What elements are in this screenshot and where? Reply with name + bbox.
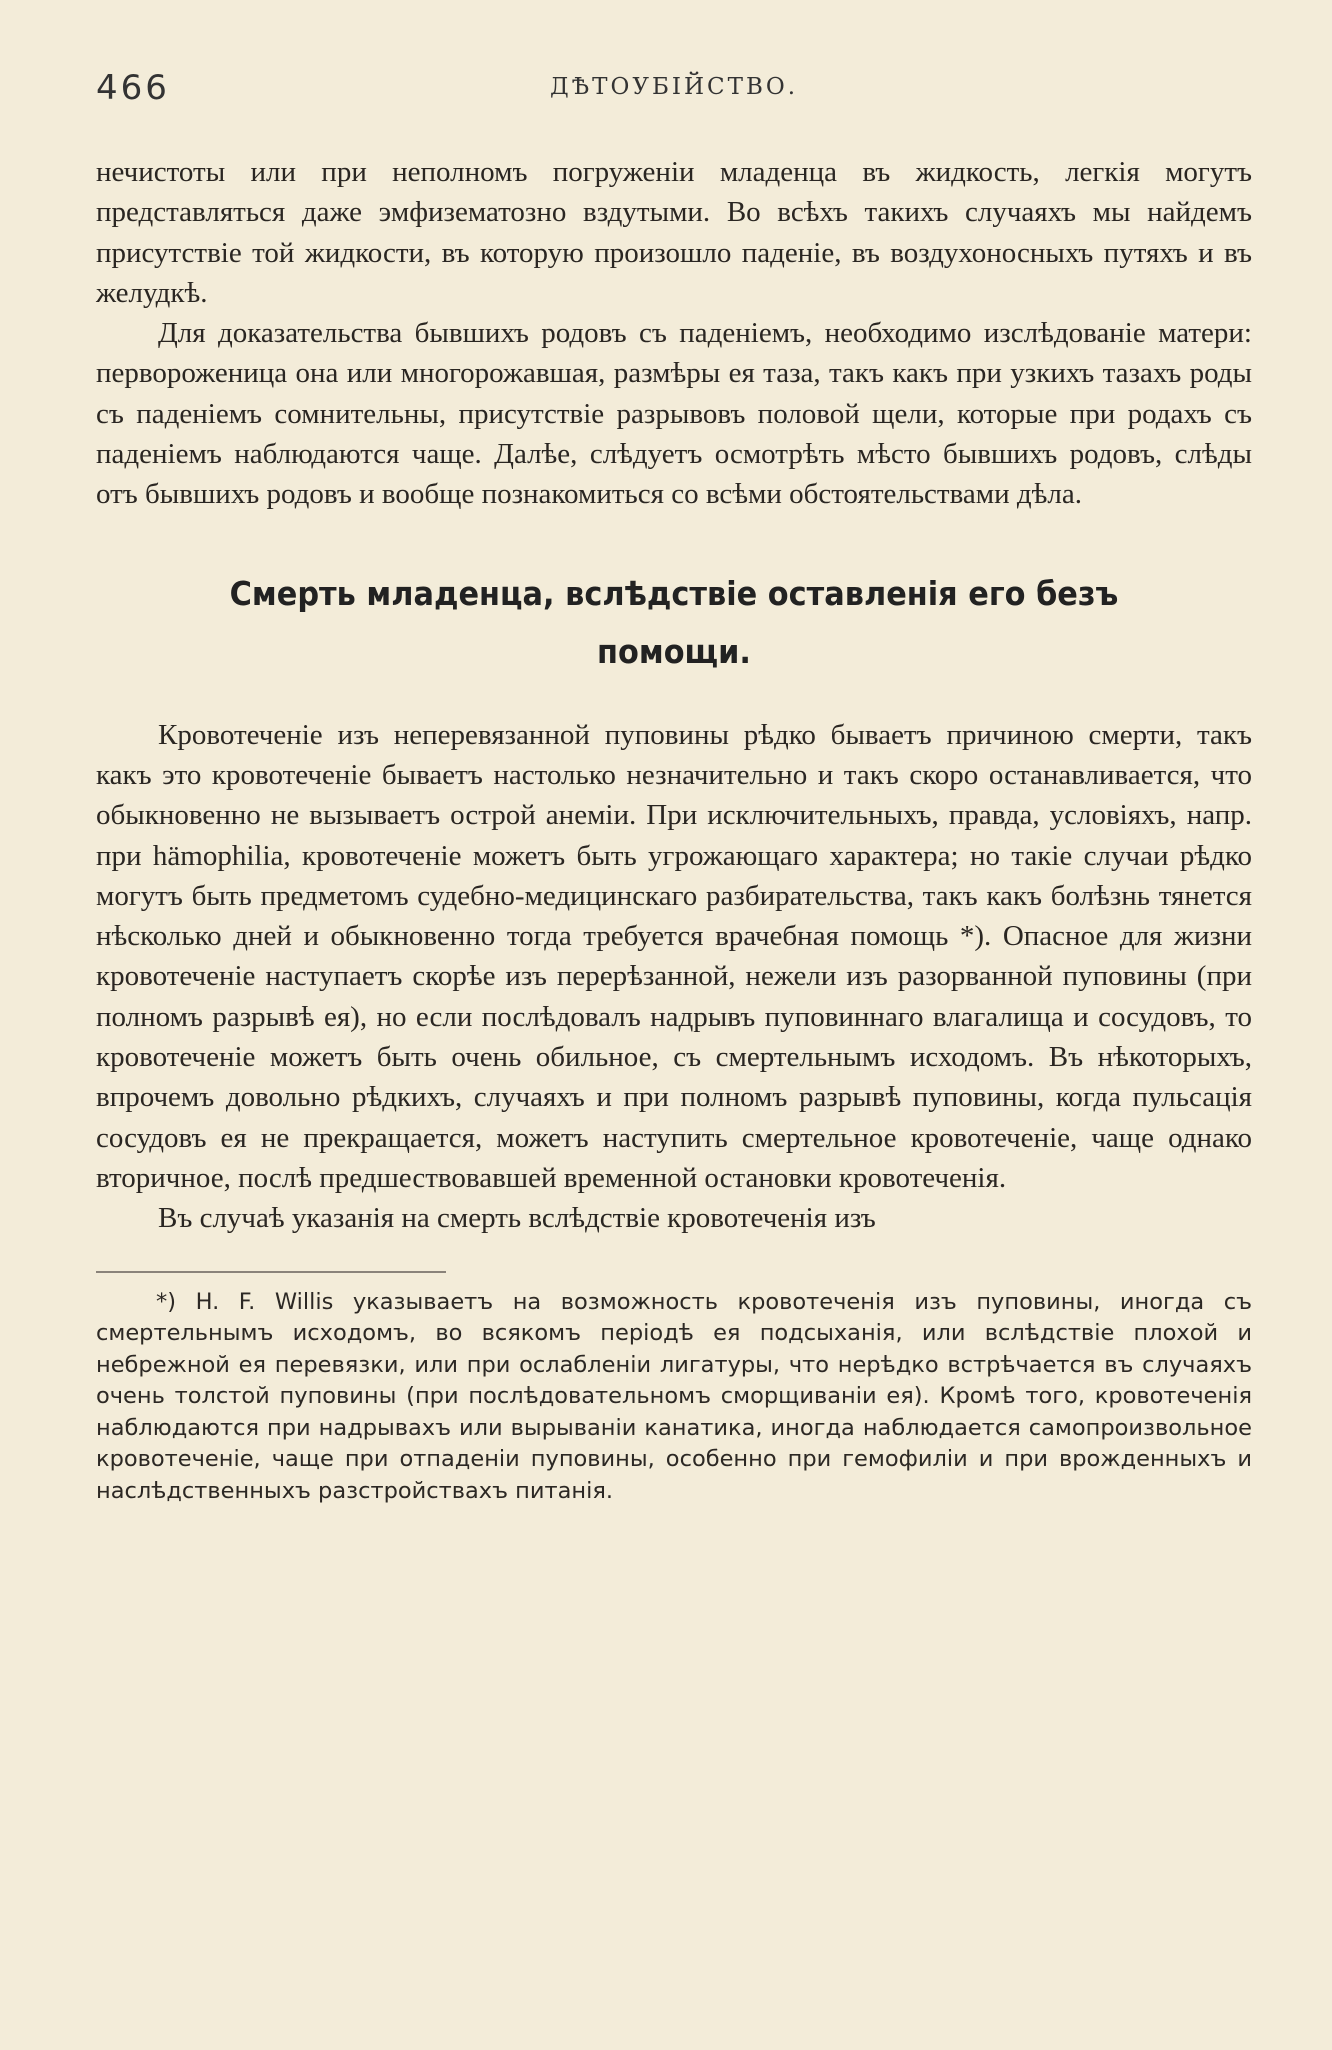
paragraph-umbilical-bleeding: Кровотеченіе изъ неперевязанной пуповины рѣдко бываетъ причиною смерти, такъ какъ это кровотеченіе бываетъ настолько незначительно и такъ скоро останавливается, что обыкновенно не вызываетъ острой анеміи. При исключительныхъ, правда, условіяхъ, напр. при hämophilia, кровотеченіе можетъ быть угрожающаго характера; но такіе случаи рѣдко могутъ быть предметомъ судебно-медицинскаго разбирательства, такъ какъ болѣзнь тянется нѣсколько дней и обыкновенно тогда требуется врачебная помощь *). Опасное для жизни кровотеченіе наступаетъ скорѣе изъ перерѣзанной, нежели изъ разорванной пуповины (при полномъ разрывѣ ея), но если послѣдовалъ надрывъ пуповиннаго влагалища и сосудовъ, то кровотеченіе можетъ быть очень обильное, съ смертельнымъ исходомъ. Въ нѣкоторыхъ, впрочемъ довольно рѣдкихъ, случаяхъ и при полномъ разрывѣ пуповины, когда пульсація сосудовъ ея не прекращается, можетъ наступить смертельное кровотеченіе, чаще однако вторичное, послѣ предшествовавшей временной остановки кровотеченія. bbox=[96, 718, 1252, 1194]
page-number: 466 bbox=[96, 68, 170, 108]
footnote: *) H. F. Willis указываетъ на возможность кровотеченія изъ пуповины, иногда съ смертельнымъ исходомъ, во всякомъ періодѣ ея подсыханія, или вслѣдствіе плохой и небрежной ея перевязки, или при ослабленіи лигатуры, что нерѣдко встрѣчается въ случаяхъ очень толстой пуповины (при послѣдовательномъ сморщиваніи ея). Кромѣ того, кровотеченія наблюдаются при надрывахъ или вырываніи канатика, иногда наблюдается самопроизвольное кровотеченіе, чаще при отпаденіи пуповины, особенно при гемофиліи и при врожденныхъ и наслѣдственныхъ разстройствахъ питанія. bbox=[96, 1288, 1252, 1504]
footnote-divider bbox=[96, 1271, 446, 1273]
section-heading: Смерть младенца, вслѣдствіе оставленія его безъ помощи. bbox=[229, 573, 1119, 671]
book-page bbox=[96, 0, 1252, 2050]
running-header bbox=[96, 68, 1252, 112]
running-title: ДѢТОУБІЙСТВО. bbox=[549, 74, 799, 100]
main-text bbox=[96, 152, 1252, 1507]
paragraph-case-indication: Въ случаѣ указанія на смерть вслѣдствіе кровотеченія изъ bbox=[158, 1202, 876, 1235]
paragraph-continued: нечистоты или при неполномъ погруженіи младенца въ жидкость, легкія могутъ представляться даже эмфизематозно вздутыми. Во всѣхъ такихъ случаяхъ мы найдемъ присутствіе той жидкости, въ которую произошло паденіе, въ воздухоносныхъ путяхъ и въ желудкѣ. bbox=[96, 156, 1252, 309]
paragraph-mother-examination: Для доказательства бывшихъ родовъ съ паденіемъ, необходимо изслѣдованіе матери: первороженица она или многорожавшая, размѣры ея таза, такъ какъ при узкихъ тазахъ роды съ паденіемъ сомнительны, присутствіе разрывовъ половой щели, которые при родахъ съ паденіемъ наблюдаются чаще. Далѣе, слѣдуетъ осмотрѣть мѣсто бывшихъ родовъ, слѣды отъ бывшихъ родовъ и вообще познакомиться со всѣми обстоятельствами дѣла. bbox=[96, 317, 1252, 511]
